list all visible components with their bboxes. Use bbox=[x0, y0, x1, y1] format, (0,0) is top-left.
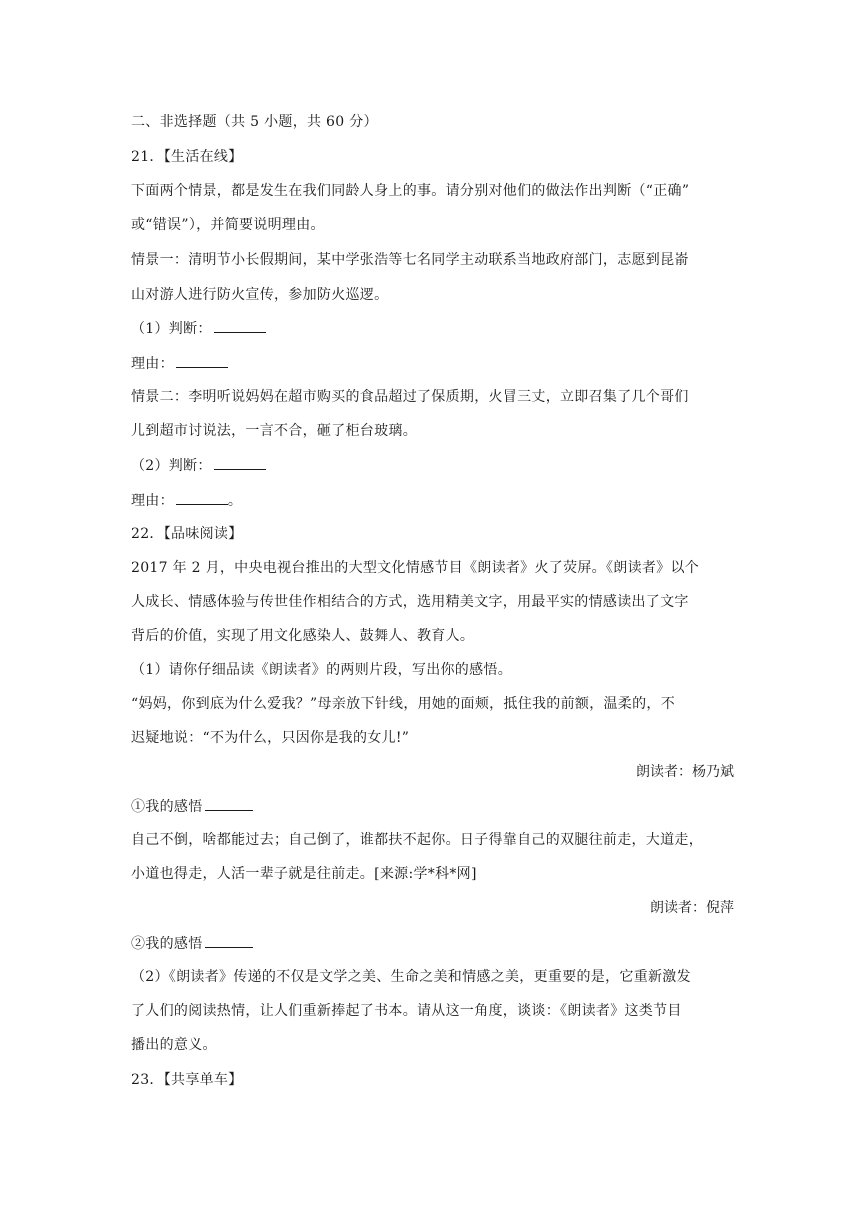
q22-reader-2: 朗读者：倪萍 bbox=[650, 900, 734, 916]
question-23-heading: 23．【共享单车】 bbox=[131, 1072, 243, 1088]
q21-reason-1 bbox=[131, 353, 228, 374]
q21-intro-line-2: 或“错误”），并简要说明理由。 bbox=[131, 217, 325, 233]
q22-quote-2-line-1: 自己不倒，啥都能过去；自己倒了，谁都扶不起你。日子得靠自己的双腿往前走，大道走， bbox=[131, 832, 703, 848]
question-22-heading: 22．【品味阅读】 bbox=[131, 526, 243, 542]
judge-1-label: （1）判断： bbox=[131, 321, 212, 337]
q22-reader-1: 朗读者：杨乃斌 bbox=[636, 764, 734, 780]
q22-intro-line-1: 2017 年 2 月，中央电视台推出的大型文化情感节目《朗读者》火了荧屏。《朗读者》以个 bbox=[131, 560, 700, 576]
section-title: 二、非选择题（共 5 小题，共 60 分） bbox=[131, 114, 378, 130]
insight-2-answer-blank[interactable] bbox=[205, 933, 253, 948]
q22-subquestion-1: （1）请你仔细品读《朗读者》的两则片段，写出你的感悟。 bbox=[131, 662, 513, 678]
judge-1-answer-blank[interactable] bbox=[214, 318, 266, 333]
q22-subquestion-2-line-2: 了人们的阅读热情，让人们重新捧起了书本。请从这一角度，谈谈：《朗读者》这类节目 bbox=[131, 1003, 682, 1019]
q22-insight-1 bbox=[131, 796, 253, 817]
q22-quote-1-line-2: 迟疑地说：“不为什么，只因你是我的女儿!” bbox=[131, 730, 410, 746]
q22-subquestion-2-line-1: （2）《朗读者》传递的不仅是文学之美、生命之美和情感之美，更重要的是，它重新激发 bbox=[131, 969, 691, 985]
q21-reason-2 bbox=[131, 490, 242, 511]
q21-scene1-line-2: 山对游人进行防火宣传，参加防火巡逻。 bbox=[131, 287, 389, 303]
q21-judge-2 bbox=[131, 455, 266, 476]
q22-intro-line-3: 背后的价值，实现了用文化感染人、鼓舞人、教育人。 bbox=[131, 628, 475, 644]
reason-2-answer-blank[interactable] bbox=[176, 490, 228, 505]
q22-insight-2 bbox=[131, 933, 253, 954]
q22-quote-1-line-1: “妈妈，你到底为什么爱我？”母亲放下针线，用她的面颊，抵住我的前额，温柔的，不 bbox=[131, 696, 676, 712]
insight-2-label: ②我的感悟 bbox=[131, 936, 203, 952]
q21-scene1-line-1: 情景一：清明节小长假期间，某中学张浩等七名同学主动联系当地政府部门，志愿到昆嵛 bbox=[131, 252, 689, 268]
judge-2-answer-blank[interactable] bbox=[214, 455, 266, 470]
q22-subquestion-2-line-3: 播出的意义。 bbox=[131, 1037, 217, 1053]
reason-2-period: 。 bbox=[227, 493, 243, 509]
question-21-heading: 21．【生活在线】 bbox=[131, 149, 243, 165]
insight-1-answer-blank[interactable] bbox=[205, 796, 253, 811]
reason-2-label: 理由： bbox=[131, 493, 174, 509]
q21-scene2-line-1: 情景二：李明听说妈妈在超市购买的食品超过了保质期，火冒三丈，立即召集了几个哥们 bbox=[131, 389, 689, 405]
judge-2-label: （2）判断： bbox=[131, 458, 212, 474]
q21-judge-1 bbox=[131, 318, 266, 339]
q22-quote-2-line-2: 小道也得走，人活一辈子就是往前走。[来源:学*科*网] bbox=[131, 866, 477, 882]
q22-intro-line-2: 人成长、情感体验与传世佳作相结合的方式，选用精美文字，用最平实的情感读出了文字 bbox=[131, 594, 689, 610]
reason-1-label: 理由： bbox=[131, 356, 174, 372]
reason-1-answer-blank[interactable] bbox=[176, 353, 228, 368]
q21-scene2-line-2: 儿到超市讨说法，一言不合，砸了柜台玻璃。 bbox=[131, 423, 417, 439]
insight-1-label: ①我的感悟 bbox=[131, 799, 203, 815]
q21-intro-line-1: 下面两个情景，都是发生在我们同龄人身上的事。请分别对他们的做法作出判断（“正确” bbox=[131, 183, 690, 199]
